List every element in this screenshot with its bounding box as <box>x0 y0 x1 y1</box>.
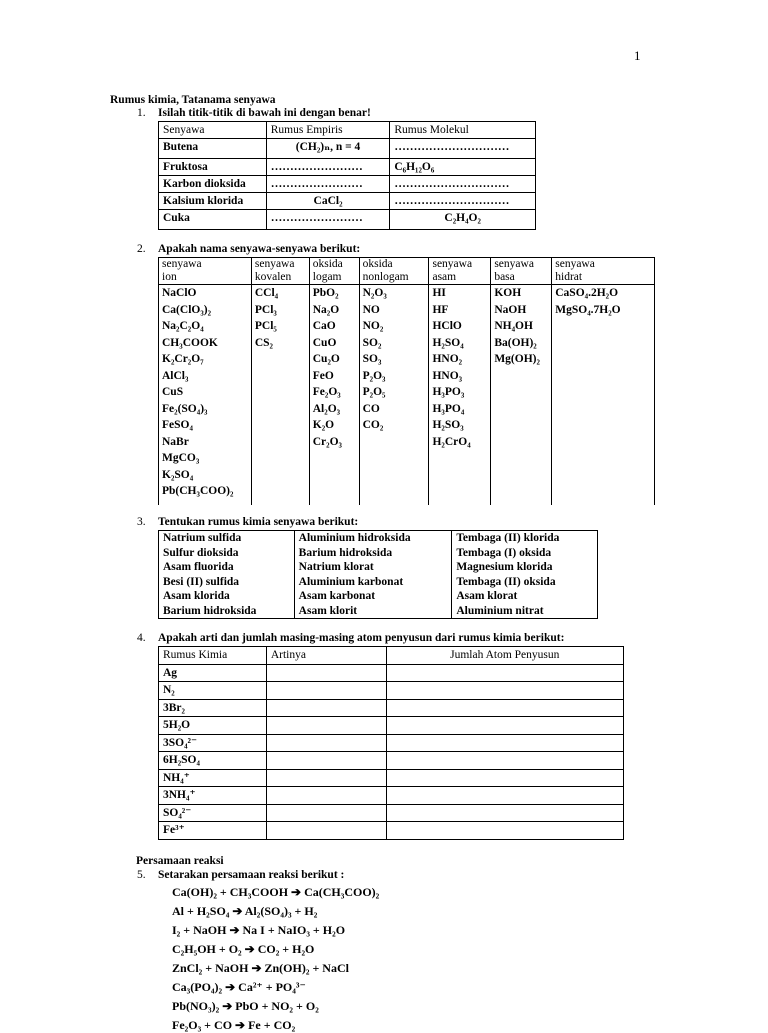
table-row <box>159 822 624 840</box>
list-item: Asam klorit <box>298 604 358 617</box>
q3-number: 3. <box>137 516 146 528</box>
list-item: PbO₂ <box>312 287 339 299</box>
q4-jumlah-cell[interactable] <box>386 787 624 805</box>
q4-formula-cell: 3SO₄²⁻ <box>159 734 267 752</box>
q1-cell: Cuka <box>159 210 267 230</box>
q2-header-ion: senyawa ion <box>159 258 252 285</box>
list-item: NaBr <box>162 435 189 448</box>
q3-text: Tentukan rumus kimia senyawa berikut: <box>158 516 359 528</box>
q2-header-hidrat: senyawa hidrat <box>552 258 655 285</box>
list-item: H₂SO₄ <box>432 336 464 349</box>
q4-jumlah-cell[interactable] <box>386 752 624 770</box>
q2-col-asam <box>429 285 491 506</box>
list-item: SO₃ <box>362 353 382 365</box>
q4-header-artinya: Artinya <box>266 647 386 665</box>
q4-jumlah-cell[interactable] <box>386 822 624 840</box>
q5-number: 5. <box>137 869 146 881</box>
q4-artinya-cell[interactable] <box>266 734 386 752</box>
list-item: Fe₂O₃ <box>312 386 341 398</box>
q1-cell: ………………………… <box>390 139 536 159</box>
q3-col3 <box>452 531 598 619</box>
list-item: Ba(OH)₂ <box>494 336 537 349</box>
q4-jumlah-cell[interactable] <box>386 804 624 822</box>
q4-artinya-cell[interactable] <box>266 787 386 805</box>
list-item: Pb(CH₃COO)₂ <box>162 485 234 497</box>
section-title-persamaan-reaksi: Persamaan reaksi <box>136 855 224 867</box>
table-row <box>159 664 624 682</box>
q4-jumlah-cell[interactable] <box>386 664 624 682</box>
q1-cell: C₂H₄O₂ <box>390 210 536 230</box>
list-item: HClO <box>432 320 462 332</box>
list-item: Mg(OH)₂ <box>494 353 540 365</box>
list-item: Natrium sulfida <box>163 532 242 544</box>
q4-number: 4. <box>137 632 146 644</box>
list-item: FeSO₄ <box>162 419 193 431</box>
q2-header-oksida-nonlogam: oksida nonlogam <box>359 258 429 285</box>
list-item: Fe₂(SO₄)₃ <box>162 402 208 415</box>
q4-artinya-cell[interactable] <box>266 769 386 787</box>
q4-formula-cell: 3Br₂ <box>159 699 267 717</box>
q4-formula-cell: N₂ <box>159 682 267 700</box>
q2-header-asam: senyawa asam <box>429 258 491 285</box>
q1-cell: (CH₂)ₙ, n = 4 <box>266 139 390 159</box>
table-row <box>159 682 624 700</box>
q1-header-rumus-empiris: Rumus Empiris <box>266 122 390 139</box>
q2-col-hidrat <box>552 285 655 506</box>
q1-cell: Karbon dioksida <box>159 176 267 193</box>
q4-table <box>158 646 624 840</box>
list-item: Na₂C₂O₄ <box>162 320 204 332</box>
list-item: H₂SO₃ <box>432 419 464 431</box>
list-item: Besi (II) sulfida <box>163 575 240 588</box>
q1-table <box>158 121 536 230</box>
q1-text: Isilah titik-titik di bawah ini dengan benar! <box>158 107 371 119</box>
list-item: HI <box>432 287 446 299</box>
table-row <box>159 734 624 752</box>
list-item: CCl₄ <box>254 287 279 299</box>
q4-header-rumus-kimia: Rumus Kimia <box>159 647 267 665</box>
list-item: CH₃COOK <box>162 336 218 349</box>
q1-cell: Fruktosa <box>159 159 267 176</box>
list-item: Al₂O₃ <box>312 402 341 415</box>
q2-header-basa: senyawa basa <box>491 258 552 285</box>
list-item: Asam fluorida <box>163 561 234 573</box>
q4-text: Apakah arti dan jumlah masing-masing atom penyusun dari rumus kimia berikut: <box>158 632 565 644</box>
list-item: CS₂ <box>254 336 274 349</box>
q4-formula-cell: Fe³⁺ <box>159 822 267 840</box>
list-item: Aluminium hidroksida <box>298 532 411 544</box>
q4-jumlah-cell[interactable] <box>386 734 624 752</box>
equation-line: Ca₃(PO₄)₂ ➔ Ca²⁺ + PO₄³⁻ <box>172 980 306 994</box>
list-item: CO₂ <box>362 419 384 431</box>
list-item: CuO <box>312 336 337 349</box>
q2-text: Apakah nama senyawa-senyawa berikut: <box>158 243 361 255</box>
q4-artinya-cell[interactable] <box>266 804 386 822</box>
list-item: CO <box>362 402 380 415</box>
q5-text: Setarakan persamaan reaksi berikut : <box>158 869 345 881</box>
equation-line: Ca(OH)₂ + CH₃COOH ➔ Ca(CH₃COO)₂ <box>172 885 380 899</box>
list-item: HF <box>432 303 449 316</box>
list-item: AlCl₃ <box>162 369 189 382</box>
list-item: Aluminium karbonat <box>298 575 404 588</box>
list-item: MgSO₄.7H₂O <box>555 303 621 316</box>
list-item: Ca(ClO₃)₂ <box>162 303 212 316</box>
list-item: Barium hidroksida <box>163 604 257 617</box>
q4-formula-cell: 6H₂SO₄ <box>159 752 267 770</box>
table-row <box>159 717 624 735</box>
section-title-rumus-kimia: Rumus kimia, Tatanama senyawa <box>110 94 276 106</box>
q4-artinya-cell[interactable] <box>266 682 386 700</box>
table-row <box>159 752 624 770</box>
q1-header-rumus-molekul: Rumus Molekul <box>390 122 536 139</box>
list-item: P₂O₅ <box>362 386 386 398</box>
q4-artinya-cell[interactable] <box>266 664 386 682</box>
q1-cell: …………………… <box>266 159 390 176</box>
list-item: P₂O₃ <box>362 369 386 382</box>
table-row <box>159 787 624 805</box>
page-number: 1 <box>634 48 641 63</box>
q3-col1 <box>159 531 295 619</box>
q4-formula-cell: 3NH₄⁺ <box>159 787 267 805</box>
list-item: Tembaga (I) oksida <box>456 546 552 559</box>
q2-table <box>158 257 655 505</box>
list-item: NO <box>362 303 380 316</box>
q4-jumlah-cell[interactable] <box>386 717 624 735</box>
q2-header-kovalen: senyawa kovalen <box>251 258 309 285</box>
list-item: FeO <box>312 369 334 382</box>
list-item: Tembaga (II) klorida <box>456 532 560 544</box>
list-item: NaOH <box>494 303 527 316</box>
list-item: H₂CrO₄ <box>432 435 471 448</box>
list-item: N₂O₃ <box>362 287 387 299</box>
q4-formula-cell: Ag <box>159 664 267 682</box>
list-item: Na₂O <box>312 303 340 316</box>
q2-col-oksida-logam <box>309 285 359 506</box>
q2-col-ion <box>159 285 252 506</box>
q4-artinya-cell[interactable] <box>266 752 386 770</box>
q2-number: 2. <box>137 243 146 255</box>
q1-cell: C₆H₁₂O₆ <box>390 159 536 176</box>
equation-line: ZnCl₂ + NaOH ➔ Zn(OH)₂ + NaCl <box>172 961 349 975</box>
list-item: K₂Cr₂O₇ <box>162 353 204 365</box>
list-item: CaSO₄.2H₂O <box>555 287 619 299</box>
list-item: Cu₂O <box>312 353 340 365</box>
list-item: K₂O <box>312 419 335 431</box>
list-item: MgCO₃ <box>162 452 200 464</box>
list-item: Tembaga (II) oksida <box>456 575 556 588</box>
list-item: H₃PO₄ <box>432 402 465 415</box>
equation-line: Fe₂O₃ + CO ➔ Fe + CO₂ <box>172 1018 296 1032</box>
list-item: HNO₂ <box>432 353 463 365</box>
q2-header-oksida-logam: oksida logam <box>309 258 359 285</box>
q1-cell: …………………… <box>266 176 390 193</box>
list-item: Barium hidroksida <box>298 546 393 559</box>
q1-cell: ………………………… <box>390 193 536 210</box>
list-item: KOH <box>494 287 522 299</box>
q4-jumlah-cell[interactable] <box>386 769 624 787</box>
q4-formula-cell: SO₄²⁻ <box>159 804 267 822</box>
q4-header-jumlah-atom: Jumlah Atom Penyusun <box>386 647 624 665</box>
q1-cell: Butena <box>159 139 267 159</box>
list-item: Asam klorida <box>163 590 230 602</box>
list-item: Cr₂O₃ <box>312 435 342 448</box>
list-item: Natrium klorat <box>298 561 374 573</box>
list-item: HNO₃ <box>432 369 463 382</box>
q4-jumlah-cell[interactable] <box>386 699 624 717</box>
q4-artinya-cell[interactable] <box>266 822 386 840</box>
equation-line: Pb(NO₃)₂ ➔ PbO + NO₂ + O₂ <box>172 999 319 1013</box>
q1-number: 1. <box>137 107 146 119</box>
list-item: Aluminium nitrat <box>456 604 544 617</box>
table-row <box>159 804 624 822</box>
q1-cell: Kalsium klorida <box>159 193 267 210</box>
list-item: Sulfur dioksida <box>163 546 239 559</box>
q4-formula-cell: NH₄⁺ <box>159 769 267 787</box>
equation-line: I₂ + NaOH ➔ Na I + NaIO₃ + H₂O <box>172 923 346 937</box>
list-item: PCl₅ <box>254 320 277 332</box>
list-item: K₂SO₄ <box>162 468 194 481</box>
list-item: NO₂ <box>362 320 384 332</box>
q4-formula-cell: 5H₂O <box>159 717 267 735</box>
q2-col-basa <box>491 285 552 506</box>
list-item: PCl₃ <box>254 303 277 316</box>
q3-table <box>158 530 598 619</box>
equation-line: C₂H₅OH + O₂ ➔ CO₂ + H₂O <box>172 942 315 956</box>
q3-col2 <box>294 531 452 619</box>
list-item: Asam karbonat <box>298 590 376 602</box>
table-row <box>159 769 624 787</box>
list-item: SO₂ <box>362 336 382 349</box>
q4-jumlah-cell[interactable] <box>386 682 624 700</box>
table-row <box>159 699 624 717</box>
q1-cell: …………………… <box>266 210 390 230</box>
q1-cell: CaCl₂ <box>266 193 390 210</box>
equation-line: Al + H₂SO₄ ➔ Al₂(SO₄)₃ + H₂ <box>172 904 318 918</box>
list-item: CaO <box>312 320 336 332</box>
q4-artinya-cell[interactable] <box>266 699 386 717</box>
q2-col-kovalen <box>251 285 309 506</box>
q1-cell: ………………………… <box>390 176 536 193</box>
q2-col-oksida-nonlogam <box>359 285 429 506</box>
q1-header-senyawa: Senyawa <box>159 122 267 139</box>
list-item: Magnesium klorida <box>456 561 553 573</box>
q4-artinya-cell[interactable] <box>266 717 386 735</box>
list-item: NaClO <box>162 287 197 299</box>
list-item: CuS <box>162 386 184 398</box>
list-item: NH₄OH <box>494 320 533 332</box>
list-item: Asam klorat <box>456 590 518 602</box>
list-item: H₃PO₃ <box>432 386 465 398</box>
